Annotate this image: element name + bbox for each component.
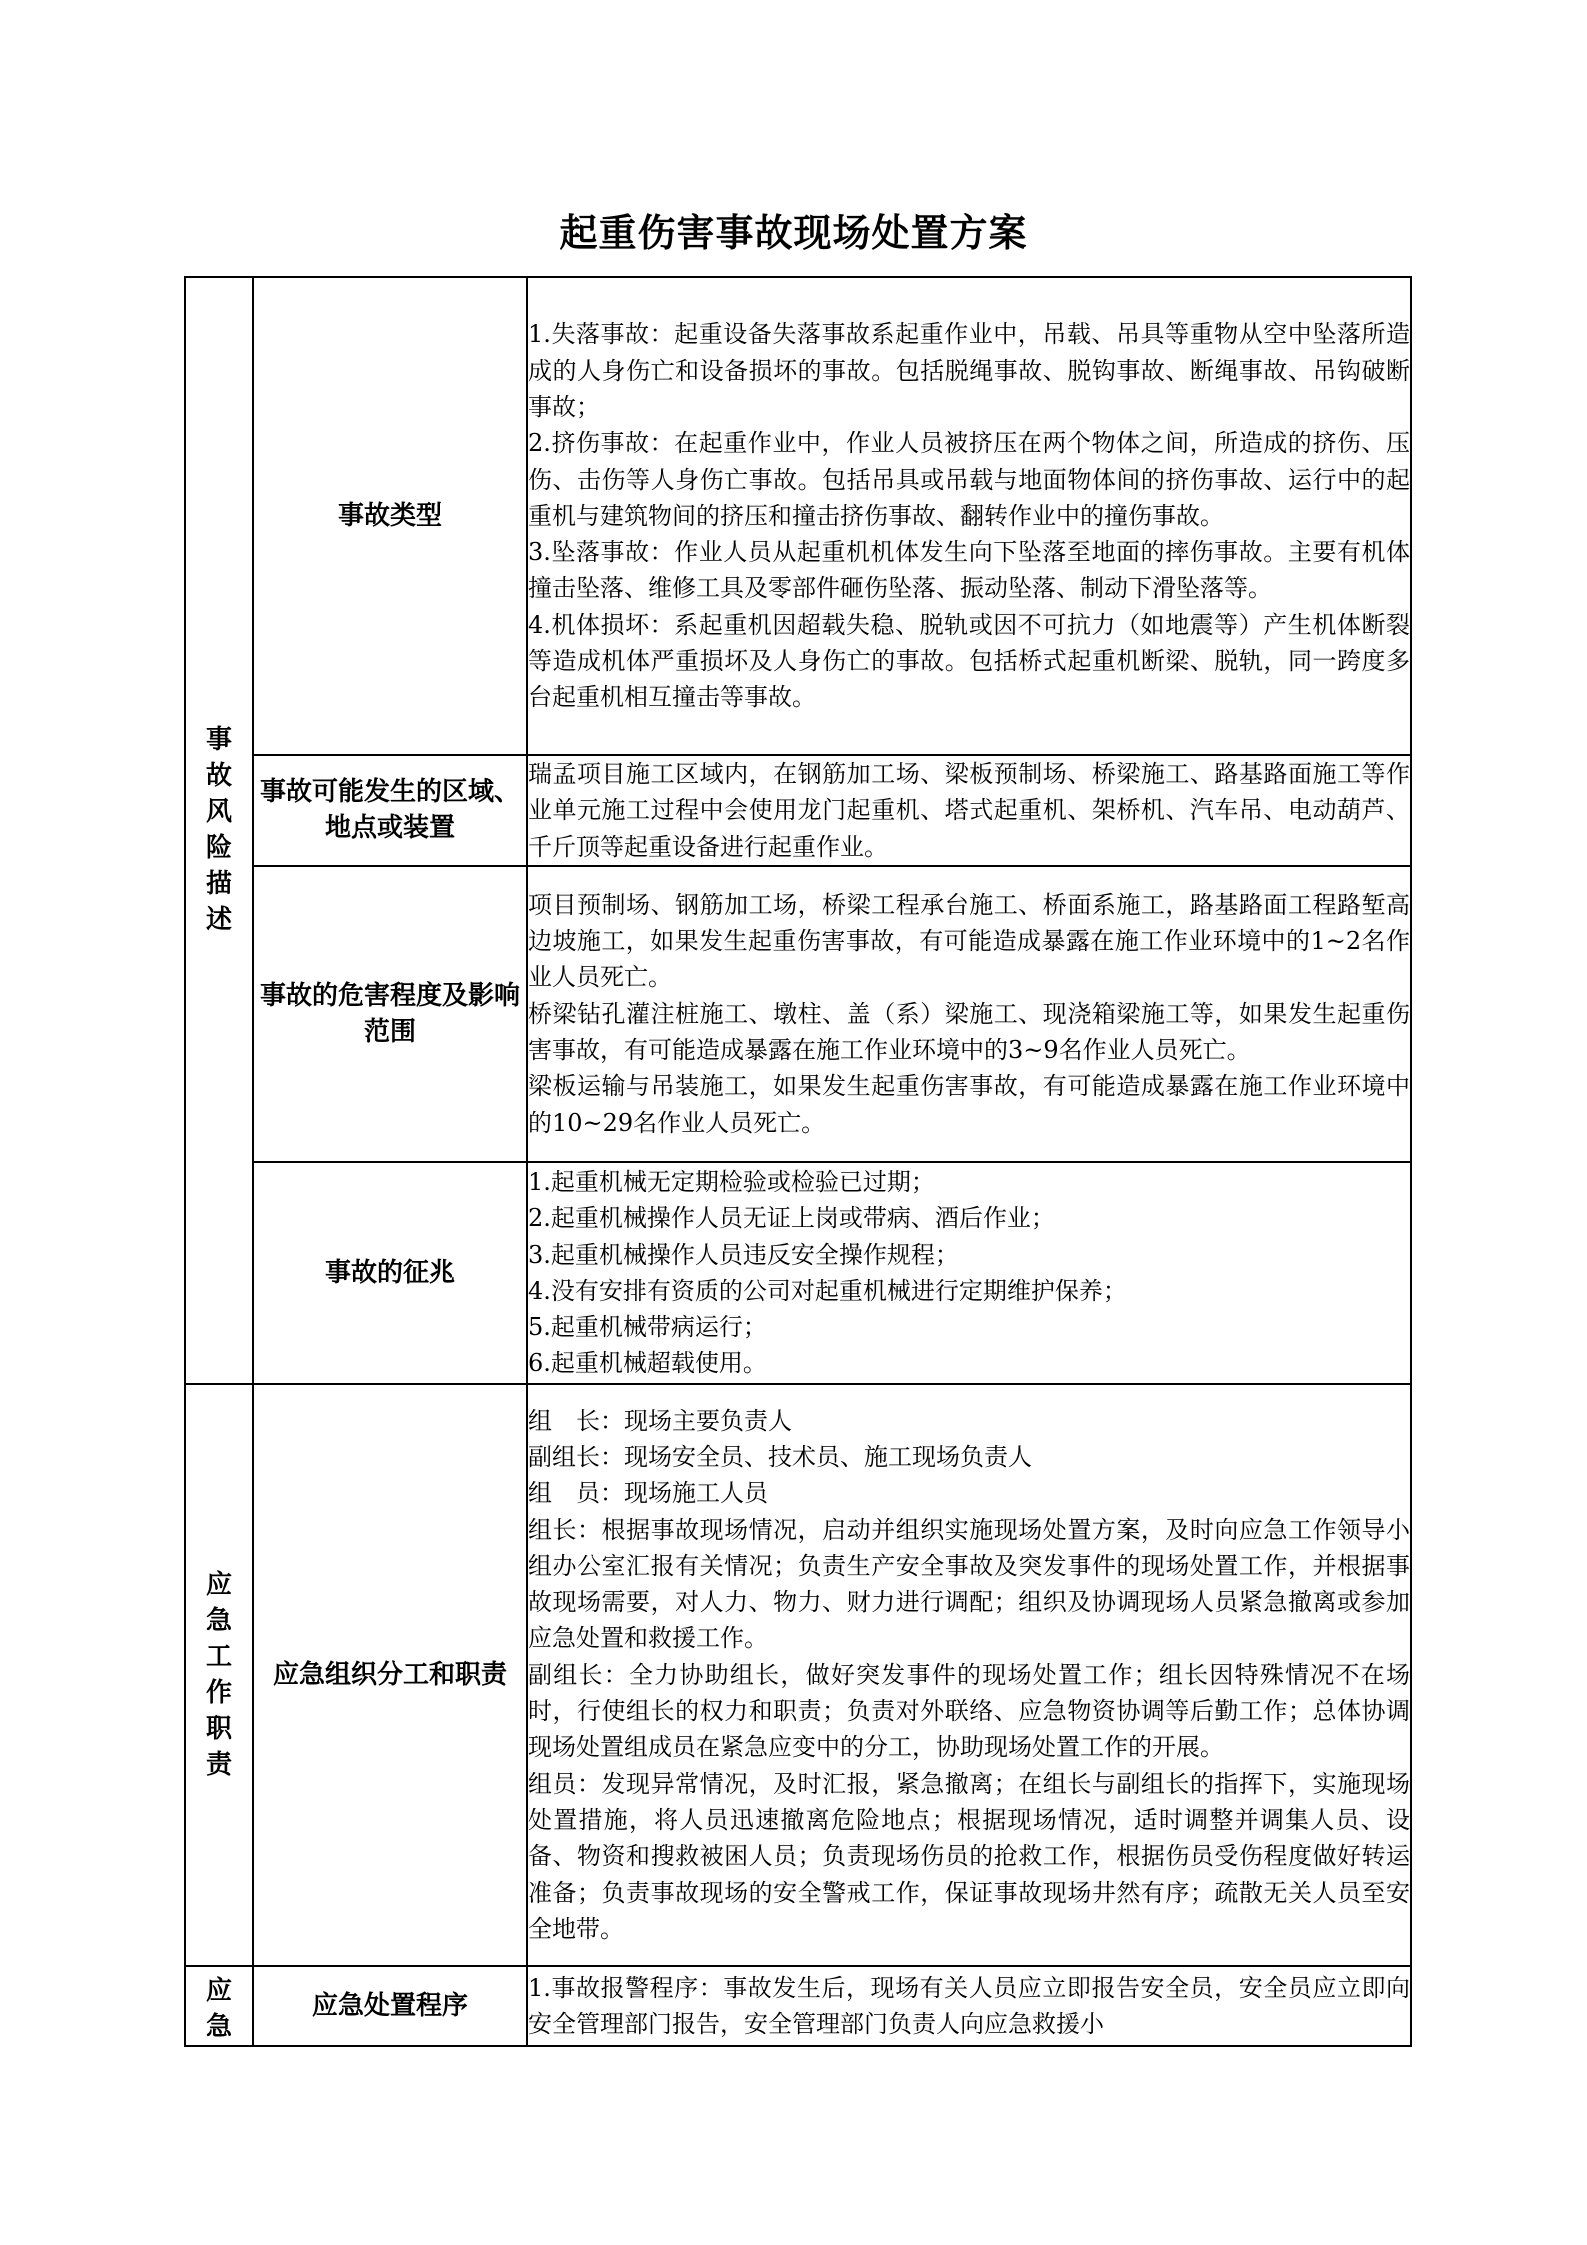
content-paragraph: 1.起重机械无定期检验或检验已过期； — [528, 1168, 935, 1196]
row-content-cell — [527, 866, 1411, 1162]
category-char: 险 — [205, 833, 232, 864]
content-paragraph: 组员：发现异常情况，及时汇报，紧急撤离；在组长与副组长的指挥下，实施现场处置措施，将人员迅速撤离危险地点；根据现场情况，适时调整并调集人员、设备、物资和搜救被困人员；负责现场伤员的抢救工作，根据伤员受伤程度做好转运准备；负责事故现场的安全警戒工作，保证事故现场井然有序；疏散无关人员至安全地带。 — [528, 1769, 1410, 1943]
category-char: 事 — [205, 725, 232, 756]
content-paragraph: 梁板运输与吊装施工，如果发生起重伤害事故，有可能造成暴露在施工作业环境中的10~29名作业人员死亡。 — [528, 1072, 1410, 1137]
category-char: 急 — [205, 2011, 232, 2042]
row-content-cell — [527, 755, 1411, 866]
section-category-cell — [185, 1966, 253, 2046]
row-content-cell — [527, 1162, 1411, 1384]
row-item-label: 事故的征兆 — [253, 1162, 527, 1384]
row-item-label: 事故可能发生的区域、地点或装置 — [253, 755, 527, 866]
category-char: 急 — [205, 1605, 232, 1636]
content-paragraph: 副组长：全力协助组长，做好突发事件的现场处置工作；组长因特殊情况不在场时，行使组长的权力和职责；负责对外联络、应急物资协调等后勤工作；总体协调现场处置组成员在紧急应变中的分工，协助现场处置工作的开展。 — [528, 1660, 1410, 1762]
content-paragraph: 组 员：现场施工人员 — [528, 1479, 768, 1508]
row-item-label: 事故类型 — [253, 277, 527, 755]
table-row — [185, 1966, 1411, 2046]
category-char: 应 — [205, 1975, 232, 2006]
category-char: 应 — [205, 1569, 232, 1600]
row-item-label: 应急组织分工和职责 — [253, 1384, 527, 1966]
content-paragraph: 6.起重机械超载使用。 — [528, 1349, 767, 1378]
table-row — [185, 755, 1411, 866]
content-paragraph: 瑞孟项目施工区域内，在钢筋加工场、梁板预制场、桥梁施工、路基路面施工等作业单元施工过程中会使用龙门起重机、塔式起重机、架桥机、汽车吊、电动葫芦、千斤顶等起重设备进行起重作业。 — [528, 760, 1410, 861]
category-char: 述 — [205, 905, 232, 936]
content-paragraph: 项目预制场、钢筋加工场，桥梁工程承台施工、桥面系施工，路基路面工程路堑高边坡施工，如果发生起重伤害事故，有可能造成暴露在施工作业环境中的1~2名作业人员死亡。 — [528, 890, 1410, 992]
content-paragraph: 2.挤伤事故：在起重作业中，作业人员被挤压在两个物体之间，所造成的挤伤、压伤、击伤等人身伤亡事故。包括吊具或吊载与地面物体间的挤伤事故、运行中的起重机与建筑物间的挤压和撞击挤伤事故、翻转作业中的撞伤事故。 — [528, 429, 1410, 530]
content-paragraph: 组 长：现场主要负责人 — [528, 1406, 792, 1435]
category-char: 风 — [205, 797, 232, 828]
category-char: 工 — [205, 1641, 232, 1672]
content-paragraph: 1.失落事故：起重设备失落事故系起重作业中，吊载、吊具等重物从空中坠落所造成的人身伤亡和设备损坏的事故。包括脱绳事故、脱钩事故、断绳事故、吊钩破断事故； — [528, 320, 1410, 421]
row-content-cell — [527, 277, 1411, 755]
table-row — [185, 1162, 1411, 1384]
content-paragraph: 4.没有安排有资质的公司对起重机械进行定期维护保养； — [528, 1276, 1127, 1305]
content-paragraph: 4.机体损坏：系起重机因超载失稳、脱轨或因不可抗力（如地震等）产生机体断裂等造成机体严重损坏及人身伤亡的事故。包括桥式起重机断梁、脱轨，同一跨度多台起重机相互撞击等事故。 — [528, 610, 1410, 712]
page-title: 起重伤害事故现场处置方案 — [559, 210, 1028, 255]
content-paragraph: 副组长：现场安全员、技术员、施工现场负责人 — [528, 1442, 1032, 1471]
content-paragraph: 3.起重机械操作人员违反安全操作规程； — [528, 1240, 959, 1269]
content-paragraph: 组长：根据事故现场情况，启动并组织实施现场处置方案，及时向应急工作领导小组办公室汇报有关情况；负责生产安全事故及突发事件的现场处置工作，并根据事故现场需要，对人力、物力、财力进行调配；组织及协调现场人员紧急撤离或参加应急处置和救援工作。 — [528, 1515, 1410, 1653]
category-char: 职 — [205, 1713, 232, 1744]
content-paragraph: 2.起重机械操作人员无证上岗或带病、酒后作业； — [528, 1204, 1055, 1233]
row-content-cell — [527, 1966, 1411, 2046]
row-item-label: 应急处置程序 — [253, 1966, 527, 2046]
category-char: 作 — [205, 1677, 232, 1708]
section-category-cell — [185, 277, 253, 1384]
category-char: 责 — [205, 1749, 232, 1780]
content-paragraph: 1.事故报警程序：事故发生后，现场有关人员应立即报告安全员，安全员应立即向安全管理部门报告，安全管理部门负责人向应急救援小 — [528, 1973, 1410, 2038]
table-row — [185, 277, 1411, 755]
table-row — [185, 1384, 1411, 1966]
section-category-cell — [185, 1384, 253, 1966]
category-char: 描 — [205, 869, 232, 900]
content-paragraph: 3.坠落事故：作业人员从起重机机体发生向下坠落至地面的摔伤事故。主要有机体撞击坠落、维修工具及零部件砸伤坠落、振动坠落、制动下滑坠落等。 — [528, 538, 1410, 603]
row-item-label: 事故的危害程度及影响范围 — [253, 866, 527, 1162]
row-content-cell — [527, 1384, 1411, 1966]
content-paragraph: 桥梁钻孔灌注桩施工、墩柱、盖（系）梁施工、现浇箱梁施工等，如果发生起重伤害事故，有可能造成暴露在施工作业环境中的3~9名作业人员死亡。 — [528, 999, 1410, 1065]
table-row — [185, 866, 1411, 1162]
category-char: 故 — [205, 761, 232, 792]
content-paragraph: 5.起重机械带病运行； — [528, 1313, 767, 1342]
disposal-plan-table — [184, 276, 1412, 2047]
